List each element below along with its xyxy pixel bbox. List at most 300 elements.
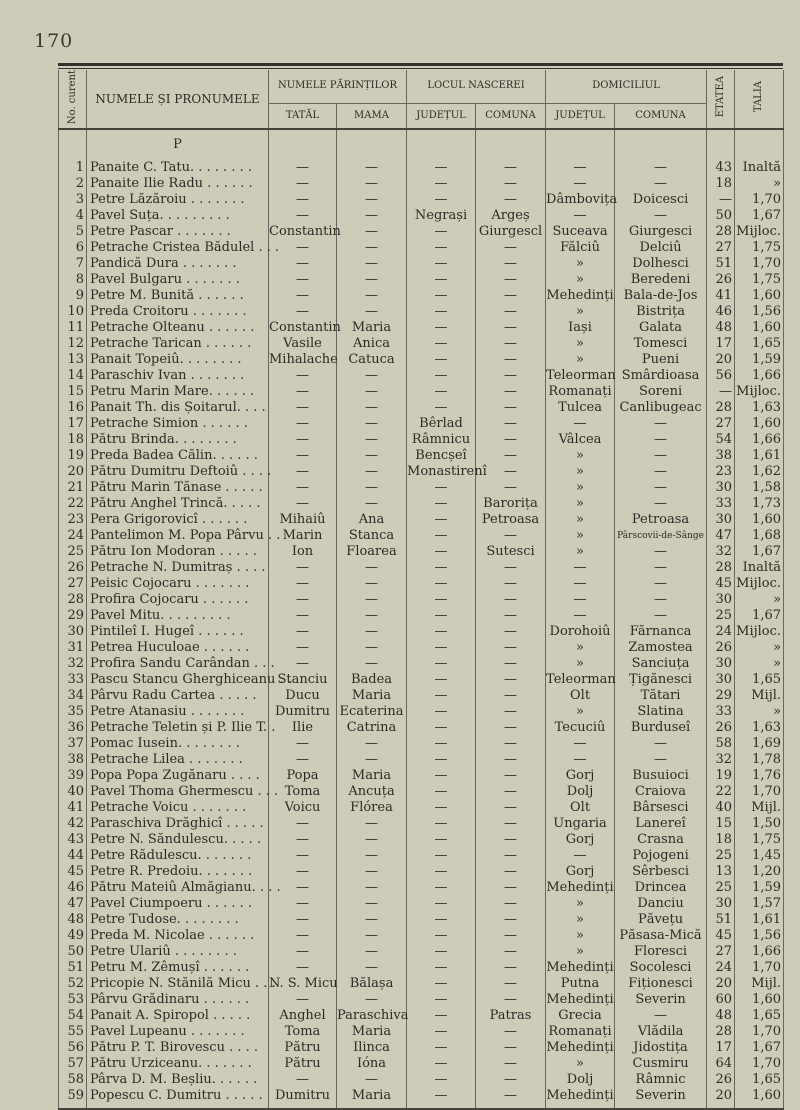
mother-name: Maria: [337, 768, 407, 784]
mother-name: —: [337, 1072, 407, 1088]
person-name: Pavel Bulgaru . . . . . . .: [87, 272, 269, 288]
row-number: 47: [59, 896, 87, 912]
birth-county: —: [407, 896, 476, 912]
domicile-county: »: [546, 704, 615, 720]
birth-county: —: [407, 240, 476, 256]
mother-name: Catrina: [337, 720, 407, 736]
father-name: —: [269, 816, 337, 832]
mother-name: Maria: [337, 688, 407, 704]
domicile-county: Tulcea: [546, 400, 615, 416]
age: 26: [707, 1072, 735, 1088]
mother-name: Ecaterina: [337, 704, 407, 720]
domicile-commune: Doicesci: [615, 192, 707, 208]
age: 15: [707, 816, 735, 832]
age: 46: [707, 304, 735, 320]
person-name: Pavel Thoma Ghermescu . . .: [87, 784, 269, 800]
domicile-commune: Drincea: [615, 880, 707, 896]
father-name: —: [269, 480, 337, 496]
table-row: [59, 464, 784, 480]
table-row: [59, 896, 784, 912]
table-bottom-rule: [59, 1104, 784, 1109]
row-number: 55: [59, 1024, 87, 1040]
domicile-county: Teleorman: [546, 368, 616, 384]
row-number: 27: [59, 576, 87, 592]
mother-name: —: [337, 848, 407, 864]
father-name: —: [269, 960, 337, 976]
birth-commune: —: [476, 848, 546, 864]
birth-county: —: [407, 320, 476, 336]
height: 1,60: [735, 1088, 784, 1104]
row-number: 58: [59, 1072, 87, 1088]
mother-name: —: [337, 944, 407, 960]
age: 27: [707, 944, 735, 960]
row-number: 12: [59, 336, 87, 352]
mother-name: —: [337, 208, 407, 224]
domicile-commune: Pârscovii-de-Sânge: [615, 528, 707, 544]
person-name: Petre Lăzăroiu . . . . . . .: [87, 192, 269, 208]
mother-name: —: [337, 608, 407, 624]
table-row: [59, 848, 784, 864]
birth-county: —: [407, 976, 476, 992]
birth-commune: —: [476, 992, 546, 1008]
height: 1,65: [735, 336, 784, 352]
domicile-county: »: [546, 512, 615, 528]
birth-county: —: [407, 512, 476, 528]
height: »: [735, 640, 784, 656]
domicile-county: Gorj: [546, 864, 615, 880]
domicile-commune: Pojogeni: [615, 848, 707, 864]
row-number: 49: [59, 928, 87, 944]
birth-county: —: [407, 400, 476, 416]
domicile-commune: Sanciuța: [615, 656, 707, 672]
person-name: Petre N. Săndulescu. . . . .: [87, 832, 269, 848]
person-name: Pandică Dura . . . . . . .: [87, 256, 269, 272]
age: 54: [707, 432, 735, 448]
header-birth-commune: COMUNA: [476, 103, 546, 129]
age: 50: [707, 208, 735, 224]
mother-name: —: [337, 896, 407, 912]
birth-commune: —: [476, 864, 546, 880]
height: 1,60: [735, 512, 784, 528]
age: 56: [707, 368, 735, 384]
birth-commune: —: [476, 336, 546, 352]
age: 24: [707, 960, 735, 976]
person-name: Petrea Huculoae . . . . . .: [87, 640, 269, 656]
domicile-county: Fălciû: [546, 240, 615, 256]
height: 1,75: [735, 240, 784, 256]
person-name: Preda Croitoru . . . . . . .: [87, 304, 269, 320]
row-number: 59: [59, 1088, 87, 1104]
row-number: 44: [59, 848, 87, 864]
father-name: —: [269, 640, 337, 656]
mother-name: —: [337, 464, 407, 480]
row-number: 2: [59, 176, 87, 192]
age: 43: [707, 160, 735, 176]
mother-name: Ilinca: [337, 1040, 407, 1056]
height: 1,70: [735, 1024, 784, 1040]
row-number: 24: [59, 528, 87, 544]
row-number: 52: [59, 976, 87, 992]
table-row: [59, 496, 784, 512]
mother-name: Ana: [337, 512, 407, 528]
birth-commune: —: [476, 592, 546, 608]
domicile-commune: Delciû: [615, 240, 707, 256]
domicile-commune: Bistrița: [615, 304, 707, 320]
table-row: [59, 304, 784, 320]
row-number: 25: [59, 544, 87, 560]
table-row: [59, 528, 784, 544]
age: 17: [707, 336, 735, 352]
height: 1,57: [735, 896, 784, 912]
person-name: Paraschiv Ivan . . . . . . .: [87, 368, 269, 384]
row-number: 17: [59, 416, 87, 432]
height: 1,65: [735, 1072, 784, 1088]
birth-county: —: [407, 800, 476, 816]
domicile-county: Mehedinți: [546, 1088, 614, 1104]
mother-name: Maria: [337, 1024, 407, 1040]
person-name: Panait Th. dis Șoitarul. . . .: [87, 400, 269, 416]
birth-county: —: [407, 368, 476, 384]
domicile-commune: Dolhesci: [615, 256, 707, 272]
domicile-county: Romanați: [546, 384, 615, 400]
table-row: [59, 1088, 784, 1104]
father-name: —: [269, 560, 337, 576]
height: 1,60: [735, 992, 784, 1008]
birth-county: —: [407, 992, 476, 1008]
birth-county: Monastirenî: [407, 464, 487, 480]
father-name: —: [269, 896, 337, 912]
table-row: [59, 1008, 784, 1024]
person-name: Petre R. Predoiu. . . . . . .: [87, 864, 269, 880]
domicile-county: Gorj: [546, 832, 615, 848]
person-name: Petrache Voicu . . . . . . .: [87, 800, 269, 816]
birth-commune: —: [476, 256, 546, 272]
height: 1,75: [735, 832, 784, 848]
domicile-commune: Vlădila: [615, 1024, 707, 1040]
mother-name: —: [337, 864, 407, 880]
birth-county: —: [407, 816, 476, 832]
birth-county: —: [407, 736, 476, 752]
birth-county: —: [407, 592, 476, 608]
table-row: [59, 832, 784, 848]
mother-name: —: [337, 560, 407, 576]
row-number: 43: [59, 832, 87, 848]
father-name: —: [269, 448, 337, 464]
father-name: —: [269, 208, 337, 224]
table-row: [59, 704, 784, 720]
birth-county: —: [407, 608, 476, 624]
person-name: Profira Cojocaru . . . . . .: [87, 592, 269, 608]
father-name: —: [269, 496, 337, 512]
person-name: Petrache Cristea Bădulel . . .: [87, 240, 269, 256]
father-name: —: [269, 368, 337, 384]
row-number: 37: [59, 736, 87, 752]
person-name: Pătru P. T. Birovescu . . . .: [87, 1040, 269, 1056]
row-number: 39: [59, 768, 87, 784]
table-row: [59, 160, 784, 176]
mother-name: —: [337, 368, 407, 384]
birth-commune: —: [476, 816, 546, 832]
domicile-commune: —: [615, 608, 707, 624]
domicile-county: »: [546, 480, 615, 496]
domicile-county: Dolj: [546, 784, 615, 800]
father-name: Ducu: [269, 688, 337, 704]
domicile-commune: Păsasa-Mică: [615, 928, 707, 944]
table-row: [59, 352, 784, 368]
age: 20: [707, 1088, 735, 1104]
age: 41: [707, 288, 735, 304]
table-row: [59, 1072, 784, 1088]
row-number: 31: [59, 640, 87, 656]
age: 40: [707, 800, 735, 816]
father-name: —: [269, 304, 337, 320]
mother-name: Floarea: [337, 544, 407, 560]
age: 38: [707, 448, 735, 464]
height: Inaltă: [735, 560, 784, 576]
domicile-county: Teleorman: [546, 672, 616, 688]
age: 13: [707, 864, 735, 880]
domicile-commune: Craiova: [615, 784, 707, 800]
domicile-commune: Cusmiru: [615, 1056, 707, 1072]
row-number: 36: [59, 720, 87, 736]
height: 1,70: [735, 784, 784, 800]
domicile-commune: Zamostea: [615, 640, 707, 656]
domicile-county: Gorj: [546, 768, 615, 784]
height: 1,70: [735, 256, 784, 272]
birth-county: —: [407, 496, 476, 512]
person-name: Panait A. Spiropol . . . . .: [87, 1008, 269, 1024]
row-number: 13: [59, 352, 87, 368]
age: 30: [707, 896, 735, 912]
domicile-county: Olt: [546, 688, 615, 704]
birth-commune: —: [476, 736, 546, 752]
birth-commune: —: [476, 896, 546, 912]
birth-commune: —: [476, 832, 546, 848]
birth-county: —: [407, 864, 476, 880]
domicile-county: —: [546, 560, 615, 576]
table-row: [59, 880, 784, 896]
table-row: [59, 224, 784, 240]
row-number: 18: [59, 432, 87, 448]
domicile-commune: —: [615, 448, 707, 464]
row-number: 28: [59, 592, 87, 608]
birth-county: —: [407, 1056, 476, 1072]
birth-commune: —: [476, 784, 546, 800]
domicile-county: Romanați: [546, 1024, 615, 1040]
age: 26: [707, 720, 735, 736]
father-name: —: [269, 608, 337, 624]
father-name: Stanciu: [269, 672, 337, 688]
domicile-commune: —: [615, 592, 707, 608]
age: 47: [707, 528, 735, 544]
mother-name: —: [337, 992, 407, 1008]
row-number: 4: [59, 208, 87, 224]
height: Mijl.: [735, 800, 784, 816]
person-name: Profira Sandu Carândan . . .: [87, 656, 269, 672]
domicile-commune: Țigănesci: [615, 672, 707, 688]
row-number: 19: [59, 448, 87, 464]
table-row: [59, 688, 784, 704]
domicile-county: —: [546, 752, 615, 768]
person-name: Panaite C. Tatu. . . . . . . .: [87, 160, 269, 176]
birth-county: —: [407, 832, 476, 848]
father-name: —: [269, 992, 337, 1008]
table-row: [59, 800, 784, 816]
header-no: No. curent: [59, 70, 87, 129]
father-name: —: [269, 736, 337, 752]
domicile-county: »: [546, 928, 615, 944]
mother-name: Maria: [337, 320, 407, 336]
header-age: ETATEA: [707, 70, 735, 129]
person-name: Pricopie N. Stănilă Micu . . .: [87, 976, 269, 992]
birth-commune: —: [476, 672, 546, 688]
row-number: 22: [59, 496, 87, 512]
domicile-commune: Smârdioasa: [615, 368, 707, 384]
height: 1,61: [735, 448, 784, 464]
domicile-county: Vâlcea: [546, 432, 615, 448]
person-name: Pera Grigorovicî . . . . . .: [87, 512, 269, 528]
row-number: 10: [59, 304, 87, 320]
domicile-commune: Râmnic: [615, 1072, 707, 1088]
person-name: Petre Rădulescu. . . . . . .: [87, 848, 269, 864]
domicile-county: Dolj: [546, 1072, 615, 1088]
birth-commune: —: [476, 624, 546, 640]
row-number: 54: [59, 1008, 87, 1024]
birth-commune: —: [476, 480, 546, 496]
domicile-county: —: [546, 592, 615, 608]
height: 1,58: [735, 480, 784, 496]
birth-county: —: [407, 480, 476, 496]
domicile-county: »: [546, 336, 615, 352]
mother-name: Ancuța: [337, 784, 407, 800]
page-number: 170: [34, 30, 74, 52]
birth-commune: —: [476, 448, 546, 464]
age: 45: [707, 928, 735, 944]
mother-name: —: [337, 256, 407, 272]
height: Mijloc.: [735, 384, 784, 400]
mother-name: Bălașa: [337, 976, 407, 992]
domicile-county: »: [546, 272, 615, 288]
father-name: Mihalache: [269, 352, 338, 368]
domicile-commune: Pueni: [615, 352, 707, 368]
table-row: [59, 416, 784, 432]
mother-name: Ióna: [337, 1056, 407, 1072]
birth-county: —: [407, 192, 476, 208]
birth-commune: —: [476, 272, 546, 288]
person-name: Petrache Tarican . . . . . .: [87, 336, 269, 352]
table-row: [59, 624, 784, 640]
height: 1,60: [735, 416, 784, 432]
height: 1,66: [735, 432, 784, 448]
father-name: —: [269, 272, 337, 288]
height: 1,56: [735, 928, 784, 944]
domicile-commune: —: [615, 432, 707, 448]
person-name: Pătru Anghel Trincă. . . . .: [87, 496, 269, 512]
birth-county: —: [407, 944, 476, 960]
row-number: 15: [59, 384, 87, 400]
person-name: Pintileî I. Hugeî . . . . . .: [87, 624, 269, 640]
age: 28: [707, 400, 735, 416]
person-name: Panaite Ilie Radu . . . . . .: [87, 176, 269, 192]
height: Mijl.: [735, 688, 784, 704]
height: »: [735, 656, 784, 672]
domicile-county: —: [546, 608, 615, 624]
header-birth-county: JUDEȚUL: [407, 103, 476, 129]
row-number: 57: [59, 1056, 87, 1072]
birth-county: —: [407, 624, 476, 640]
age: 18: [707, 832, 735, 848]
birth-commune: —: [476, 432, 546, 448]
domicile-commune: Tătari: [615, 688, 707, 704]
row-number: 5: [59, 224, 87, 240]
domicile-county: »: [546, 1056, 615, 1072]
row-number: 3: [59, 192, 87, 208]
height: 1,76: [735, 768, 784, 784]
domicile-county: Grecia: [546, 1008, 615, 1024]
row-number: 48: [59, 912, 87, 928]
table-row: [59, 272, 784, 288]
domicile-commune: Fărnanca: [615, 624, 707, 640]
mother-name: Maria: [337, 1088, 407, 1104]
father-name: Constantin: [269, 224, 341, 240]
mother-name: —: [337, 960, 407, 976]
birth-county: —: [407, 752, 476, 768]
birth-commune: Sutesci: [476, 544, 546, 560]
domicile-county: Putna: [546, 976, 615, 992]
table-row: [59, 208, 784, 224]
row-number: 50: [59, 944, 87, 960]
person-name: Pavel Suța. . . . . . . . .: [87, 208, 269, 224]
age: 25: [707, 848, 735, 864]
domicile-county: —: [546, 736, 615, 752]
height: 1,45: [735, 848, 784, 864]
birth-commune: —: [476, 416, 546, 432]
birth-commune: —: [476, 880, 546, 896]
mother-name: —: [337, 432, 407, 448]
row-number: 32: [59, 656, 87, 672]
birth-county: Râmnicu: [407, 432, 476, 448]
height: 1,63: [735, 720, 784, 736]
age: 32: [707, 752, 735, 768]
father-name: —: [269, 848, 337, 864]
table-row: [59, 432, 784, 448]
birth-commune: —: [476, 640, 546, 656]
father-name: —: [269, 256, 337, 272]
domicile-county: —: [546, 848, 615, 864]
person-name: Preda Badea Călin. . . . . .: [87, 448, 269, 464]
domicile-commune: —: [615, 1008, 707, 1024]
height: 1,70: [735, 960, 784, 976]
age: 24: [707, 624, 735, 640]
height: 1,65: [735, 672, 784, 688]
domicile-county: Ungaria: [546, 816, 615, 832]
height: 1,62: [735, 464, 784, 480]
birth-commune: —: [476, 912, 546, 928]
row-number: 20: [59, 464, 87, 480]
row-number: 46: [59, 880, 87, 896]
mother-name: Catuca: [337, 352, 407, 368]
birth-county: —: [407, 384, 476, 400]
age: 51: [707, 256, 735, 272]
mother-name: —: [337, 752, 407, 768]
person-name: Pantelimon M. Popa Pârvu . .: [87, 528, 269, 544]
father-name: Pătru: [269, 1056, 337, 1072]
age: 58: [707, 736, 735, 752]
domicile-county: »: [546, 464, 615, 480]
table-row: [59, 816, 784, 832]
age: 30: [707, 656, 735, 672]
birth-commune: —: [476, 288, 546, 304]
